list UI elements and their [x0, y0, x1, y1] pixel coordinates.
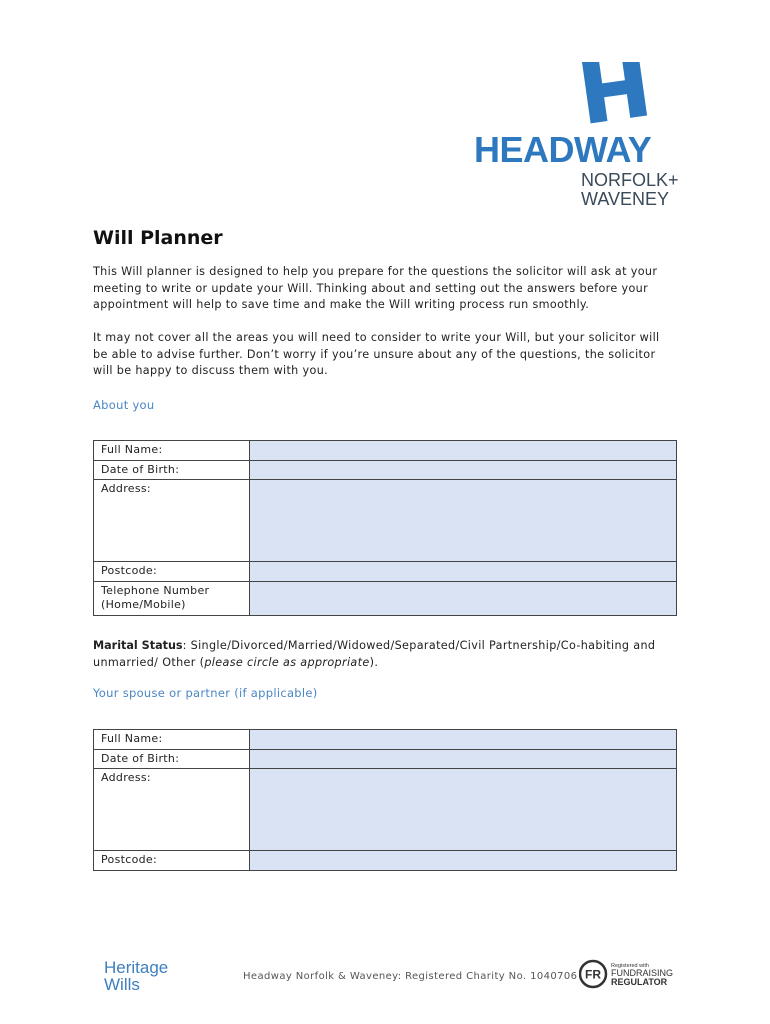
- spouse-address-field[interactable]: [250, 769, 677, 851]
- intro-paragraph-1: This Will planner is designed to help you prepare for the questions the solicitor will ask at your meeting to write or update your Will. Thinking about and setting out the answers before your appointment will help to save time and make the Will writing process run smoothly.: [93, 265, 658, 311]
- telephone-label: Telephone Number (Home/Mobile): [94, 581, 250, 615]
- spouse-heading: Your spouse or partner (if applicable): [93, 686, 318, 700]
- table-row: [94, 480, 677, 562]
- table-row: [94, 460, 677, 480]
- fr-line1: Registered with: [611, 963, 649, 969]
- logo-word-norfolk: NORFOLK+: [581, 170, 679, 190]
- headway-logo: [470, 62, 710, 212]
- table-row: [94, 851, 677, 871]
- marital-status-label: Marital Status: [93, 639, 183, 652]
- spouse-dob-field[interactable]: [250, 749, 677, 769]
- heritage-logo-line1: Heritage: [104, 958, 169, 977]
- spouse-address-label: Address:: [94, 769, 250, 851]
- fundraising-regulator-logo: [579, 958, 674, 990]
- postcode-field[interactable]: [250, 562, 677, 582]
- heritage-logo-line2: Wills: [104, 975, 140, 992]
- spouse-postcode-label: Postcode:: [94, 851, 250, 871]
- fr-line2: FUNDRAISING: [611, 968, 674, 978]
- spouse-postcode-field[interactable]: [250, 851, 677, 871]
- address-field[interactable]: [250, 480, 677, 562]
- fr-line3: REGULATOR: [611, 977, 668, 987]
- intro-paragraph-2: It may not cover all the areas you will need to consider to write your Will, but your solicitor will be able to advise further. Don’t worry if you’re unsure about any of the questions, the solicitor will be happy to discuss them with you.: [93, 331, 660, 377]
- table-row: [94, 749, 677, 769]
- spouse-dob-label: Date of Birth:: [94, 749, 250, 769]
- postcode-label: Postcode:: [94, 562, 250, 582]
- marital-status: [93, 637, 673, 671]
- table-row: [94, 730, 677, 750]
- fr-mark: FR: [585, 967, 601, 982]
- marital-status-options: : Single/Divorced/Married/Widowed/Separated/Civil Partnership/Co-habiting and unmarried/ Other (: [93, 639, 656, 669]
- about-you-table: [93, 440, 677, 616]
- table-row: [94, 769, 677, 851]
- marital-status-end: ).: [369, 656, 379, 669]
- table-row: [94, 441, 677, 461]
- charity-registration-text: Headway Norfolk & Waveney: Registered Charity No. 1040706: [243, 971, 578, 982]
- table-row: [94, 562, 677, 582]
- address-label: Address:: [94, 480, 250, 562]
- spouse-table: [93, 729, 677, 871]
- telephone-field[interactable]: [250, 581, 677, 615]
- full-name-field[interactable]: [250, 441, 677, 461]
- dob-field[interactable]: [250, 460, 677, 480]
- logo-word-headway: HEADWAY: [474, 129, 652, 170]
- heritage-wills-logo: [104, 958, 184, 992]
- marital-status-hint: please circle as appropriate: [204, 656, 370, 669]
- about-you-heading: About you: [93, 398, 155, 412]
- table-row: [94, 581, 677, 615]
- spouse-full-name-field[interactable]: [250, 730, 677, 750]
- spouse-full-name-label: Full Name:: [94, 730, 250, 750]
- h-mark-icon: [582, 62, 647, 123]
- dob-label: Date of Birth:: [94, 460, 250, 480]
- page-title: Will Planner: [93, 227, 223, 249]
- full-name-label: Full Name:: [94, 441, 250, 461]
- logo-word-waveney: WAVENEY: [581, 189, 670, 209]
